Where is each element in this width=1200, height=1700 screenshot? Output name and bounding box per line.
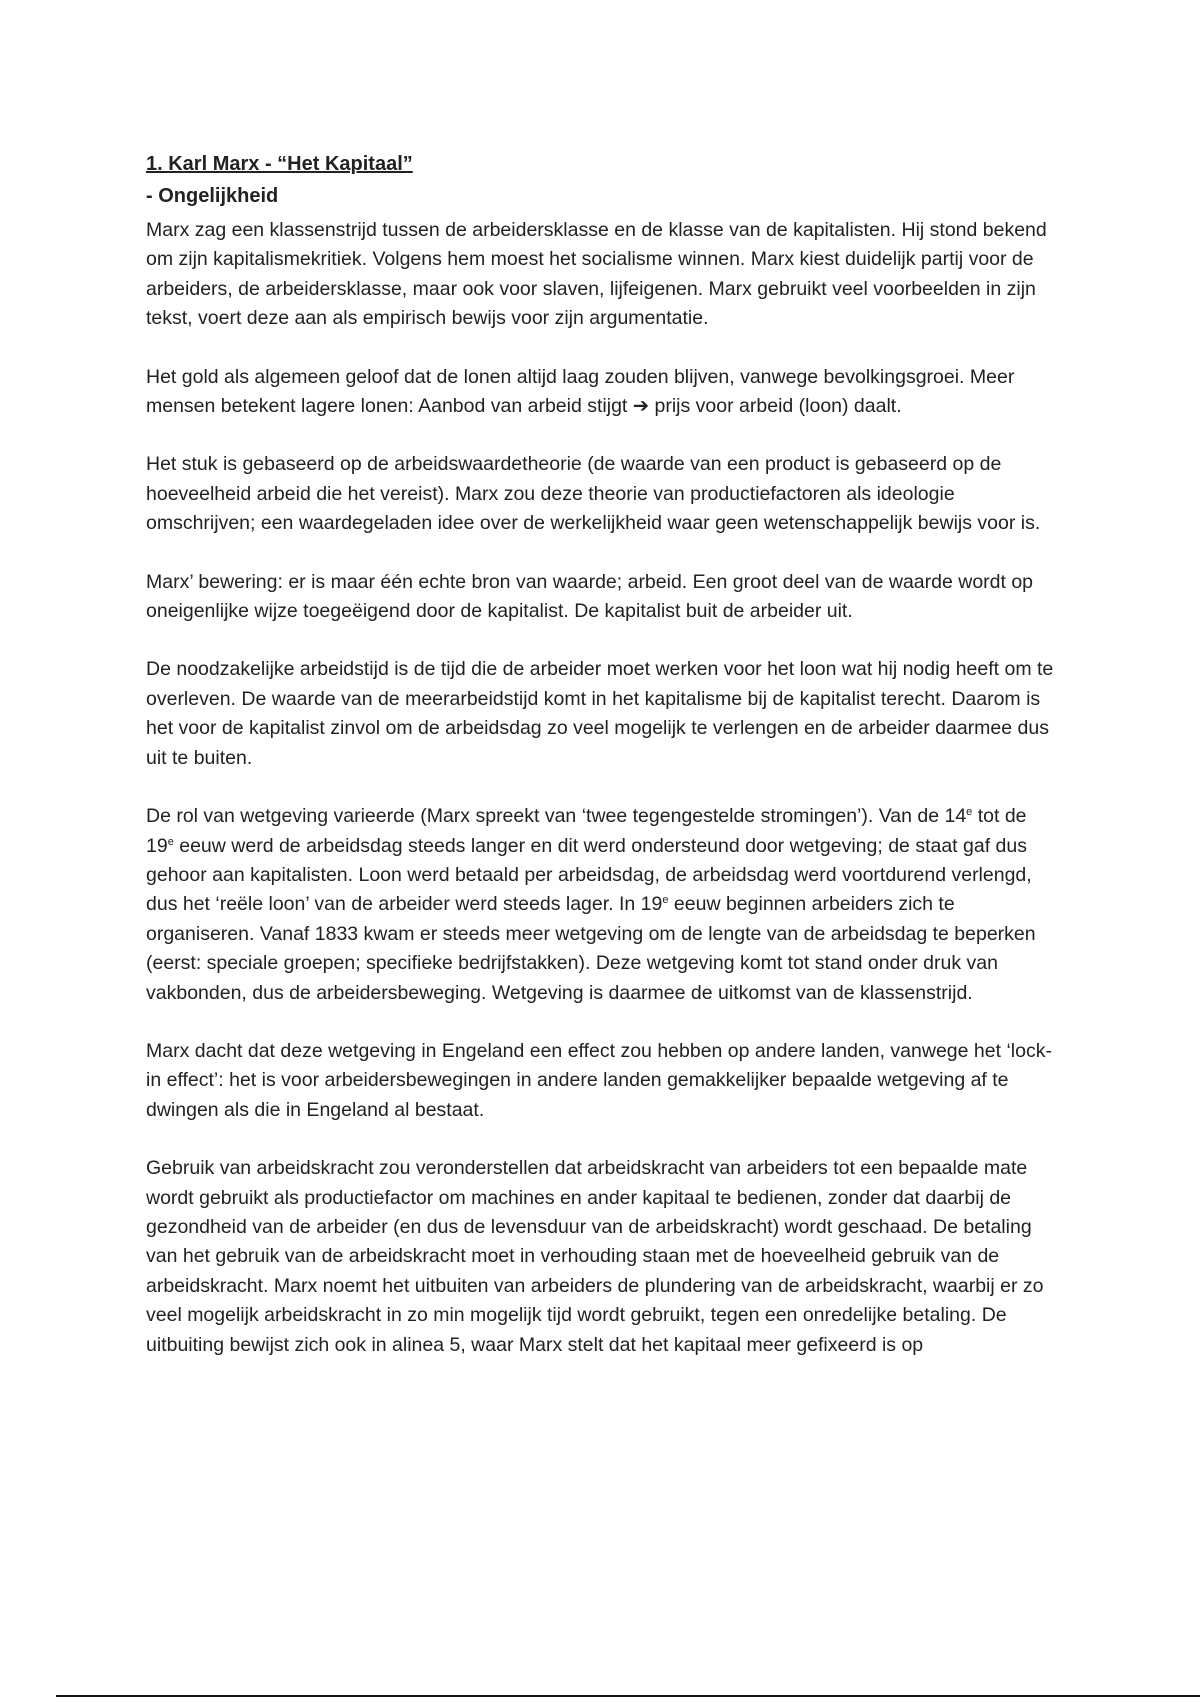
footer-divider [56,1695,1200,1697]
paragraph-wages: Het gold als algemeen geloof dat de lonen altijd laag zouden blijven, vanwege bevolkingsgroei. Meer mensen betekent lagere lonen: Aanbod van arbeid stijgt ➔ prijs voor arbeid (loon) daalt. [146,365,1015,418]
paragraph-labour-time: De noodzakelijke arbeidstijd is de tijd die de arbeider moet werken voor het loon wat hij nodig heeft om te overleven. De waarde van de meerarbeidstijd komt in het kapitalisme bij de kapitalist terecht. Daarom is het voor de kapitalist zinvol om de arbeidsdag zo veel mogelijk te verlengen en de arbeider daarmee dus uit te buiten. [146,658,1054,769]
ordinal-superscript-2: e [167,835,174,848]
legislation-text-4: eeuw beginnen arbeiders zich te organiseren. Vanaf 1833 kwam er steeds meer wetgeving om de lengte van de arbeidsdag te beperken (eerst: speciale groepen; specifieke bedrijfstakken). Deze wetgeving komt tot stand onder druk van vakbonden, dus de arbeidersbeweging. Wetgeving is daarmee de uitkomst van de klassenstrijd. [146,893,1036,1004]
paragraph-lock-in-effect: Marx dacht dat deze wetgeving in Engeland een effect zou hebben op andere landen, vanwege het ‘lock-in effect’: het is voor arbeidersbewegingen in andere landen gemakkelijker bepaalde wetgeving af te dwingen als die in Engeland al bestaat. [146,1039,1052,1121]
paragraph-source-of-value: Marx’ bewering: er is maar één echte bron van waarde; arbeid. Een groot deel van de waarde wordt op oneigenlijke wijze toegeëigend door de kapitalist. De kapitalist buit de arbeider uit. [146,570,1034,623]
ordinal-superscript-1: e [966,806,973,819]
document-page [146,150,1058,1360]
section-subtitle: - Ongelijkheid [146,185,279,207]
ordinal-superscript-3: e [662,894,669,907]
legislation-text-2: tot de 19 [146,805,1027,857]
document-title: 1. Karl Marx - “Het Kapitaal” [146,153,413,175]
paragraph-labour-theory: Het stuk is gebaseerd op de arbeidswaardetheorie (de waarde van een product is gebaseerd op de hoeveelheid arbeid die het vereist). Marx zou deze theorie van productiefactoren als ideologie omschrijven; een waardegeladen idee over de werkelijkheid waar geen wetenschappelijk bewijs voor is. [146,453,1041,535]
legislation-text-1: De rol van wetgeving varieerde (Marx spreekt van ‘twee tegengestelde stromingen’). Van de 14 [146,805,967,828]
paragraph-use-of-labour: Gebruik van arbeidskracht zou veronderstellen dat arbeidskracht van arbeiders tot een bepaalde mate wordt gebruikt als productiefactor om machines en ander kapitaal te bedienen, zonder dat daarbij de gezondheid van de arbeider (en dus de levensduur van de arbeidskracht) wordt geschaad. De betaling van het gebruik van de arbeidskracht moet in verhouding staan met de hoeveelheid gebruik van de arbeidskracht. Marx noemt het uitbuiten van arbeiders de plundering van de arbeidskracht, waarbij er zo veel mogelijk arbeidskracht in zo min mogelijk tijd wordt gebruikt, tegen een onredelijke betaling. De uitbuiting bewijst zich ook in alinea 5, waar Marx stelt dat het kapitaal meer gefixeerd is op [146,1157,1044,1356]
paragraph-class-struggle: Marx zag een klassenstrijd tussen de arbeidersklasse en de klasse van de kapitalisten. Hij stond bekend om zijn kapitalismekritiek. Volgens hem moest het socialisme winnen. Marx kiest duidelijk partij voor de arbeiders, de arbeidersklasse, maar ook voor slaven, lijfeigenen. Marx gebruikt veel voorbeelden in zijn tekst, voert deze aan als empirisch bewijs voor zijn argumentatie. [146,219,1047,330]
legislation-text-3: eeuw werd de arbeidsdag steeds langer en dit werd ondersteund door wetgeving; de staat gaf dus gehoor aan kapitalisten. Loon werd betaald per arbeidsdag, de arbeidsdag werd voortdurend verlengd, dus het ‘reële loon’ van de arbeider werd steeds lager. In 19 [146,834,1032,916]
paragraph-legislation [146,802,1058,1008]
